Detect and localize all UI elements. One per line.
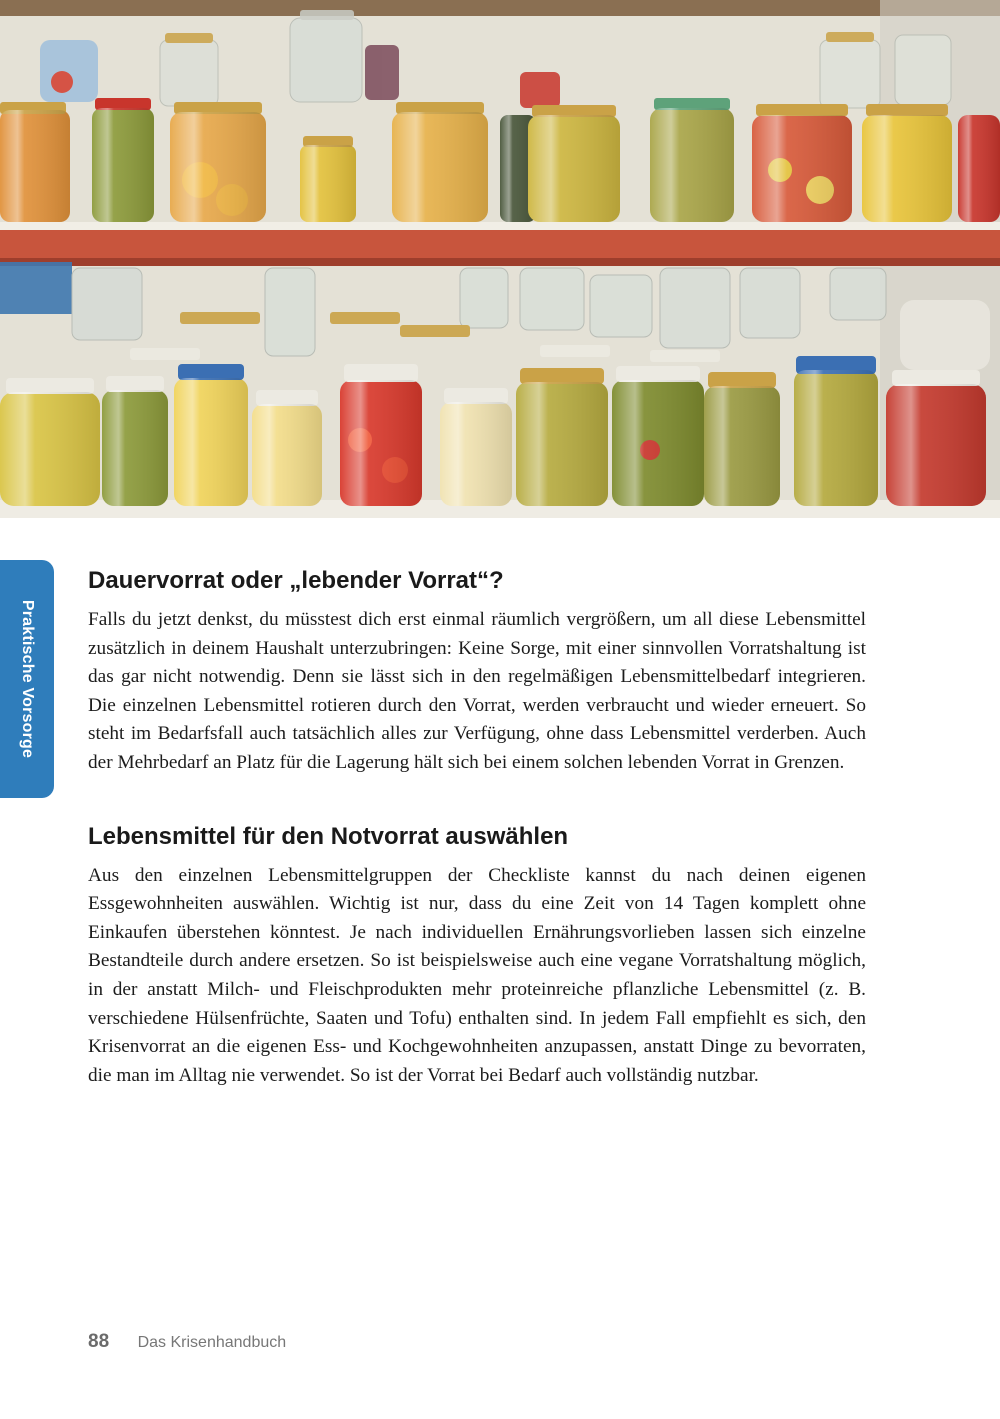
section-heading: Dauervorrat oder „lebender Vorrat“?: [88, 567, 504, 594]
jar: [612, 366, 704, 506]
jar: [528, 105, 620, 222]
jar: [392, 102, 488, 222]
jar: [102, 376, 168, 506]
jar: [794, 356, 878, 506]
jar: [958, 115, 1000, 222]
jar: [752, 104, 852, 222]
page-footer: [88, 1331, 286, 1353]
book-title: Das Krisenhandbuch: [137, 1334, 287, 1351]
section-paragraph: Falls du jetzt denkst, du müsstest dich erst einmal räumlich vergrößern, um all diese Lebensmittel zusätzlich in deinem Haushalt unterzubringen: Keine Sorge, mit einer sinnvollen Vorratshaltung ist das gar nicht notwendig. Denn sie lässt sich in den regelmäßigen Lebensmittelbedarf integrieren. Die einzelnen Lebensmittel rotieren durch den Vorrat, werden verbraucht und wieder erneuert. So steht im Bedarfsfall auch tatsächlich alles zur Verfügung, ohne dass Lebensmittel verderben. Auch der Mehrbedarf an Platz für die Lagerung hält sich bei einem solchen lebenden Vorrat in Grenzen.: [88, 609, 866, 773]
jar: [862, 104, 952, 222]
jar: [516, 368, 608, 506]
top-shelf-edge: [0, 0, 1000, 16]
jar: [174, 364, 248, 506]
jar: [650, 98, 734, 222]
jar: [252, 390, 322, 506]
section-dauervorrat: [88, 566, 866, 778]
jar: [886, 370, 986, 506]
jar: [300, 136, 356, 222]
section-notvorrat-auswaehlen: [88, 822, 866, 1091]
page-number: 88: [88, 1331, 110, 1352]
section-heading: Lebensmittel für den Notvorrat auswählen: [88, 822, 569, 850]
chapter-side-tab-label: Praktische Vorsorge: [19, 599, 36, 759]
upper-shelf-top: [0, 222, 1000, 230]
jar: [170, 102, 266, 222]
jar: [92, 98, 154, 222]
jar-shelf-illustration: [0, 0, 1000, 518]
main-content: [88, 566, 866, 1090]
chapter-side-tab: [0, 560, 54, 798]
section-paragraph: Aus den einzelnen Lebensmittelgruppen der Checkliste kannst du nach deinen eigenen Essgewohnheiten auswählen. Wichtig ist nur, dass du eine Zeit von 14 Tagen komplett ohne Einkaufen überstehen könntest. Je nach individuellen Ernährungsvorlieben lassen sich einzelne Bestandteile durch andere ersetzen. So ist beispielsweise auch eine vegane Vorratshaltung möglich, in der anstatt Milch- und Fleischprodukten mehr proteinreiche pflanzliche Lebensmittel (z. B. verschiedene Hülsenfrüchte, Saaten und Tofu) enthalten sind. In jedem Fall empfiehlt es sich, den Krisenvorrat an die eigenen Ess- und Kochgewohnheiten anzupassen, anstatt Dinge zu bevorraten, die man im Alltag nie verwendet. So ist der Vorrat bei Bedarf auch vollständig nutzbar.: [88, 864, 866, 1086]
jar: [340, 364, 422, 506]
jar: [704, 372, 780, 506]
jar-shelf-photo: [0, 0, 1000, 518]
jar: [0, 102, 70, 222]
jar: [440, 388, 512, 506]
jar: [0, 378, 100, 506]
